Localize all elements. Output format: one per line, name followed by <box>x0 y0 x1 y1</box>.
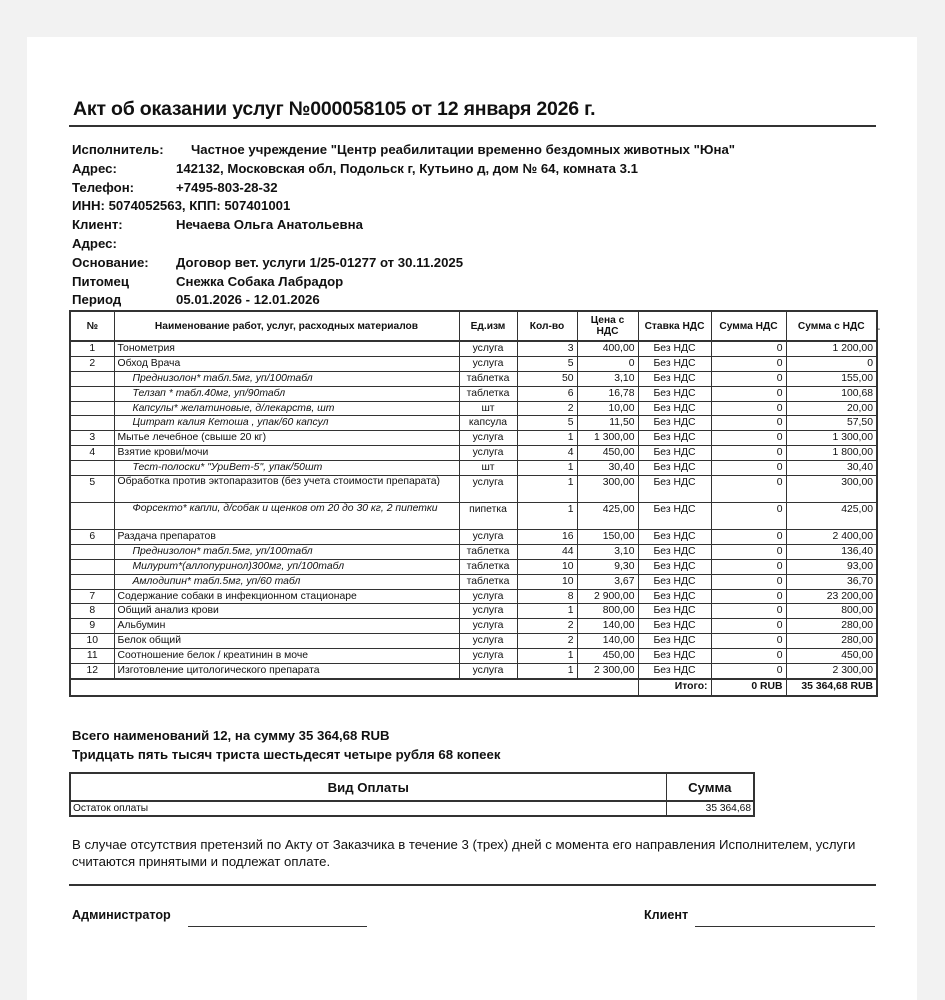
row-qty: 44 <box>517 544 577 559</box>
row-vat-sum: 0 <box>711 574 786 589</box>
row-vat-sum: 0 <box>711 446 786 461</box>
row-vat-rate: Без НДС <box>638 559 711 574</box>
row-vat-rate: Без НДС <box>638 664 711 679</box>
row-qty: 5 <box>517 356 577 371</box>
payment-header-type: Вид Оплаты <box>70 773 666 801</box>
row-vat-rate: Без НДС <box>638 574 711 589</box>
client-signature-label: Клиент <box>644 908 689 922</box>
row-num <box>70 544 114 559</box>
row-name: Взятие крови/мочи <box>114 446 459 461</box>
phone-value: +7495-803-28-32 <box>176 179 278 195</box>
pet-row <box>72 273 872 292</box>
row-vat-rate: Без НДС <box>638 431 711 446</box>
row-total: 136,40 <box>786 544 877 559</box>
row-qty: 1 <box>517 664 577 679</box>
row-qty: 1 <box>517 431 577 446</box>
table-row-service <box>70 619 877 634</box>
row-name: Общий анализ крови <box>114 604 459 619</box>
row-num <box>70 574 114 589</box>
row-vat-sum: 0 <box>711 619 786 634</box>
row-total: 100,68 <box>786 386 877 401</box>
row-total: 0 <box>786 356 877 371</box>
table-row-service <box>70 341 877 356</box>
payment-type: Остаток оплаты <box>70 801 666 816</box>
row-unit: услуга <box>459 664 517 679</box>
row-unit: услуга <box>459 589 517 604</box>
header-name: Наименование работ, услуг, расходных материалов <box>114 311 459 341</box>
row-unit: услуга <box>459 649 517 664</box>
row-total: 300,00 <box>786 476 877 503</box>
row-vat-sum: 0 <box>711 589 786 604</box>
header-vat-sum: Сумма НДС <box>711 311 786 341</box>
table-row-material <box>70 401 877 416</box>
row-num <box>70 503 114 530</box>
row-name: Телзап * табл.40мг, уп/90табл <box>114 386 459 401</box>
executor-label: Исполнитель: <box>72 142 164 157</box>
row-price: 140,00 <box>577 619 638 634</box>
pet-value: Снежка Собака Лабрадор <box>176 273 344 289</box>
row-name: Цитрат калия Кетоша , упак/60 капсул <box>114 416 459 431</box>
row-unit: услуга <box>459 476 517 503</box>
document-info <box>72 141 872 310</box>
row-vat-rate: Без НДС <box>638 619 711 634</box>
row-price: 10,00 <box>577 401 638 416</box>
bottom-divider <box>69 884 876 886</box>
row-num: 4 <box>70 446 114 461</box>
row-vat-rate: Без НДС <box>638 371 711 386</box>
row-qty: 2 <box>517 634 577 649</box>
row-price: 16,78 <box>577 386 638 401</box>
row-qty: 1 <box>517 503 577 530</box>
row-num <box>70 386 114 401</box>
row-vat-rate: Без НДС <box>638 401 711 416</box>
payment-sum: 35 364,68 <box>666 801 754 816</box>
row-qty: 3 <box>517 341 577 356</box>
totals-total: 35 364,68 RUB <box>786 679 877 696</box>
row-vat-sum: 0 <box>711 544 786 559</box>
row-unit: капсула <box>459 416 517 431</box>
header-unit: Ед.изм <box>459 311 517 341</box>
executor-value: Частное учреждение "Центр реабилитации временно бездомных животных "Юна" <box>191 142 736 157</box>
row-total: 30,40 <box>786 461 877 476</box>
row-num: 5 <box>70 476 114 503</box>
row-price: 140,00 <box>577 634 638 649</box>
row-vat-sum: 0 <box>711 371 786 386</box>
summary <box>72 726 500 764</box>
header-vat-rate: Ставка НДС <box>638 311 711 341</box>
row-total: 280,00 <box>786 619 877 634</box>
row-total: 1 300,00 <box>786 431 877 446</box>
row-total: 57,50 <box>786 416 877 431</box>
row-vat-sum: 0 <box>711 386 786 401</box>
row-qty: 1 <box>517 604 577 619</box>
row-total: 36,70 <box>786 574 877 589</box>
row-num <box>70 559 114 574</box>
row-num <box>70 416 114 431</box>
row-name: Преднизолон* табл.5мг, уп/100табл <box>114 544 459 559</box>
payment-header-sum: Сумма <box>666 773 754 801</box>
row-total: 450,00 <box>786 649 877 664</box>
row-qty: 8 <box>517 589 577 604</box>
row-price: 300,00 <box>577 476 638 503</box>
row-vat-rate: Без НДС <box>638 446 711 461</box>
period-label: Период <box>72 292 122 308</box>
row-unit: услуга <box>459 619 517 634</box>
header-qty: Кол-во <box>517 311 577 341</box>
table-row-material <box>70 386 877 401</box>
row-unit: услуга <box>459 634 517 649</box>
totals-label: Итого: <box>638 679 711 696</box>
row-vat-rate: Без НДС <box>638 604 711 619</box>
row-total: 20,00 <box>786 401 877 416</box>
row-qty: 2 <box>517 619 577 634</box>
row-total: 800,00 <box>786 604 877 619</box>
row-num <box>70 401 114 416</box>
row-vat-sum: 0 <box>711 401 786 416</box>
row-vat-rate: Без НДС <box>638 503 711 530</box>
row-vat-rate: Без НДС <box>638 634 711 649</box>
row-vat-rate: Без НДС <box>638 341 711 356</box>
row-num: 1 <box>70 341 114 356</box>
row-name: Тонометрия <box>114 341 459 356</box>
row-vat-sum: 0 <box>711 476 786 503</box>
row-name: Соотношение белок / креатинин в моче <box>114 649 459 664</box>
table-row-service <box>70 356 877 371</box>
table-row-service <box>70 476 877 503</box>
basis-label: Основание: <box>72 254 149 270</box>
row-qty: 1 <box>517 476 577 503</box>
row-vat-rate: Без НДС <box>638 589 711 604</box>
admin-signature-label: Администратор <box>72 908 171 922</box>
row-num: 11 <box>70 649 114 664</box>
acceptance-notice: В случае отсутствия претензий по Акту от Заказчика в течение 3 (трех) дней с момента его направления Исполнителем, услуги считаются принятыми и подлежат оплате. <box>72 837 856 869</box>
row-qty: 10 <box>517 559 577 574</box>
row-name: Форсекто* капли, д/собак и щенков от 20 до 30 кг, 2 пипетки <box>114 503 459 530</box>
client-signature-line <box>695 926 875 927</box>
row-qty: 50 <box>517 371 577 386</box>
row-vat-sum: 0 <box>711 634 786 649</box>
table-row-service <box>70 664 877 679</box>
inn-kpp: ИНН: 5074052563, КПП: 507401001 <box>72 198 291 214</box>
executor-row <box>72 141 872 160</box>
payment-header-row <box>70 773 754 801</box>
row-name: Преднизолон* табл.5мг, уп/100табл <box>114 371 459 386</box>
address-value: 142132, Московская обл, Подольск г, Кутьино д, дом № 64, комната 3.1 <box>176 160 638 176</box>
row-unit: таблетка <box>459 386 517 401</box>
table-row-service <box>70 589 877 604</box>
admin-signature-line <box>188 926 367 927</box>
document-title: Акт об оказании услуг №000058105 от 12 января 2026 г. <box>73 98 596 120</box>
row-unit: услуга <box>459 604 517 619</box>
client-row <box>72 216 872 235</box>
row-vat-rate: Без НДС <box>638 530 711 545</box>
row-total: 1 200,00 <box>786 341 877 356</box>
row-num: 12 <box>70 664 114 679</box>
row-unit: услуга <box>459 446 517 461</box>
row-name: Амлодипин* табл.5мг, уп/60 табл <box>114 574 459 589</box>
row-num <box>70 371 114 386</box>
table-row-material <box>70 574 877 589</box>
row-num: 7 <box>70 589 114 604</box>
basis-row <box>72 254 872 273</box>
address-label: Адрес: <box>72 160 117 176</box>
row-vat-rate: Без НДС <box>638 461 711 476</box>
row-total: 425,00 <box>786 503 877 530</box>
row-price: 2 300,00 <box>577 664 638 679</box>
table-row-material <box>70 416 877 431</box>
client-label: Клиент: <box>72 217 123 233</box>
row-vat-sum: 0 <box>711 664 786 679</box>
row-total: 2 400,00 <box>786 530 877 545</box>
row-unit: таблетка <box>459 371 517 386</box>
table-row-service <box>70 446 877 461</box>
table-row-service <box>70 604 877 619</box>
table-row-material <box>70 461 877 476</box>
row-num: 10 <box>70 634 114 649</box>
row-price: 2 900,00 <box>577 589 638 604</box>
row-name: Тест-полоски* "УриВет-5", упак/50шт <box>114 461 459 476</box>
row-name: Обработка против эктопаразитов (без учета стоимости препарата) <box>114 476 459 503</box>
row-qty: 2 <box>517 401 577 416</box>
payment-table <box>69 772 755 817</box>
table-edge-marker: - <box>877 324 881 335</box>
table-row-service <box>70 530 877 545</box>
row-price: 11,50 <box>577 416 638 431</box>
row-name: Изготовление цитологического препарата <box>114 664 459 679</box>
row-price: 30,40 <box>577 461 638 476</box>
row-price: 9,30 <box>577 559 638 574</box>
row-price: 450,00 <box>577 446 638 461</box>
row-vat-sum: 0 <box>711 530 786 545</box>
row-vat-rate: Без НДС <box>638 544 711 559</box>
row-name: Капсулы* желатиновые, д/лекарств, шт <box>114 401 459 416</box>
row-name: Белок общий <box>114 634 459 649</box>
row-qty: 1 <box>517 649 577 664</box>
row-vat-sum: 0 <box>711 461 786 476</box>
row-name: Обход Врача <box>114 356 459 371</box>
row-name: Альбумин <box>114 619 459 634</box>
row-vat-rate: Без НДС <box>638 649 711 664</box>
pet-label: Питомец <box>72 273 129 289</box>
row-vat-rate: Без НДС <box>638 386 711 401</box>
row-vat-sum: 0 <box>711 604 786 619</box>
client-address-row <box>72 235 872 254</box>
header-total: Сумма с НДС <box>786 311 877 341</box>
totals-row <box>70 679 877 696</box>
row-vat-sum: 0 <box>711 503 786 530</box>
row-name: Мытье лечебное (свыше 20 кг) <box>114 431 459 446</box>
row-price: 3,67 <box>577 574 638 589</box>
row-unit: услуга <box>459 530 517 545</box>
row-total: 23 200,00 <box>786 589 877 604</box>
table-header-row <box>70 311 877 341</box>
row-vat-rate: Без НДС <box>638 416 711 431</box>
client-address-label: Адрес: <box>72 235 117 251</box>
row-qty: 6 <box>517 386 577 401</box>
row-vat-sum: 0 <box>711 416 786 431</box>
row-unit: шт <box>459 461 517 476</box>
row-unit: услуга <box>459 356 517 371</box>
services-table <box>69 310 881 697</box>
row-num: 8 <box>70 604 114 619</box>
row-unit: таблетка <box>459 574 517 589</box>
row-unit: пипетка <box>459 503 517 530</box>
row-num: 3 <box>70 431 114 446</box>
row-name: Милурит*(аллопуринол)300мг, уп/100табл <box>114 559 459 574</box>
phone-row <box>72 179 872 198</box>
row-qty: 1 <box>517 461 577 476</box>
table-row-material <box>70 544 877 559</box>
title-divider <box>69 125 876 127</box>
basis-value: Договор вет. услуги 1/25-01277 от 30.11.2025 <box>176 254 464 270</box>
row-vat-sum: 0 <box>711 431 786 446</box>
table-row-material <box>70 371 877 386</box>
row-total: 2 300,00 <box>786 664 877 679</box>
row-num: 2 <box>70 356 114 371</box>
row-price: 150,00 <box>577 530 638 545</box>
row-price: 0 <box>577 356 638 371</box>
client-value: Нечаева Ольга Анатольевна <box>176 217 363 233</box>
row-total: 93,00 <box>786 559 877 574</box>
row-vat-sum: 0 <box>711 649 786 664</box>
row-price: 3,10 <box>577 544 638 559</box>
row-qty: 5 <box>517 416 577 431</box>
header-num: № <box>70 311 114 341</box>
row-qty: 4 <box>517 446 577 461</box>
summary-count-line: Всего наименований 12, на сумму 35 364,68 RUB <box>72 728 390 743</box>
table-row-service <box>70 649 877 664</box>
row-total: 155,00 <box>786 371 877 386</box>
phone-label: Телефон: <box>72 179 135 195</box>
table-row-material <box>70 503 877 530</box>
row-price: 400,00 <box>577 341 638 356</box>
header-price: Цена с НДС <box>577 311 638 341</box>
row-total: 280,00 <box>786 634 877 649</box>
row-vat-sum: 0 <box>711 341 786 356</box>
row-qty: 10 <box>517 574 577 589</box>
row-name: Раздача препаратов <box>114 530 459 545</box>
inn-kpp-row <box>72 197 872 216</box>
row-unit: таблетка <box>459 544 517 559</box>
row-unit: услуга <box>459 341 517 356</box>
table-row-material <box>70 559 877 574</box>
row-unit: услуга <box>459 431 517 446</box>
summary-words-line: Тридцать пять тысяч триста шестьдесят четыре рубля 68 копеек <box>72 747 501 762</box>
row-num: 9 <box>70 619 114 634</box>
payment-row <box>70 801 754 816</box>
row-price: 3,10 <box>577 371 638 386</box>
row-price: 1 300,00 <box>577 431 638 446</box>
row-vat-sum: 0 <box>711 559 786 574</box>
row-vat-rate: Без НДС <box>638 476 711 503</box>
row-vat-sum: 0 <box>711 356 786 371</box>
row-unit: шт <box>459 401 517 416</box>
row-price: 425,00 <box>577 503 638 530</box>
row-total: 1 800,00 <box>786 446 877 461</box>
row-price: 450,00 <box>577 649 638 664</box>
row-num <box>70 461 114 476</box>
row-price: 800,00 <box>577 604 638 619</box>
table-row-service <box>70 431 877 446</box>
row-name: Содержание собаки в инфекционном стационаре <box>114 589 459 604</box>
row-qty: 16 <box>517 530 577 545</box>
totals-vat-sum: 0 RUB <box>711 679 786 696</box>
table-row-service <box>70 634 877 649</box>
row-num: 6 <box>70 530 114 545</box>
period-row <box>72 291 872 310</box>
period-value: 05.01.2026 - 12.01.2026 <box>176 292 320 308</box>
row-vat-rate: Без НДС <box>638 356 711 371</box>
address-row <box>72 160 872 179</box>
row-unit: таблетка <box>459 559 517 574</box>
